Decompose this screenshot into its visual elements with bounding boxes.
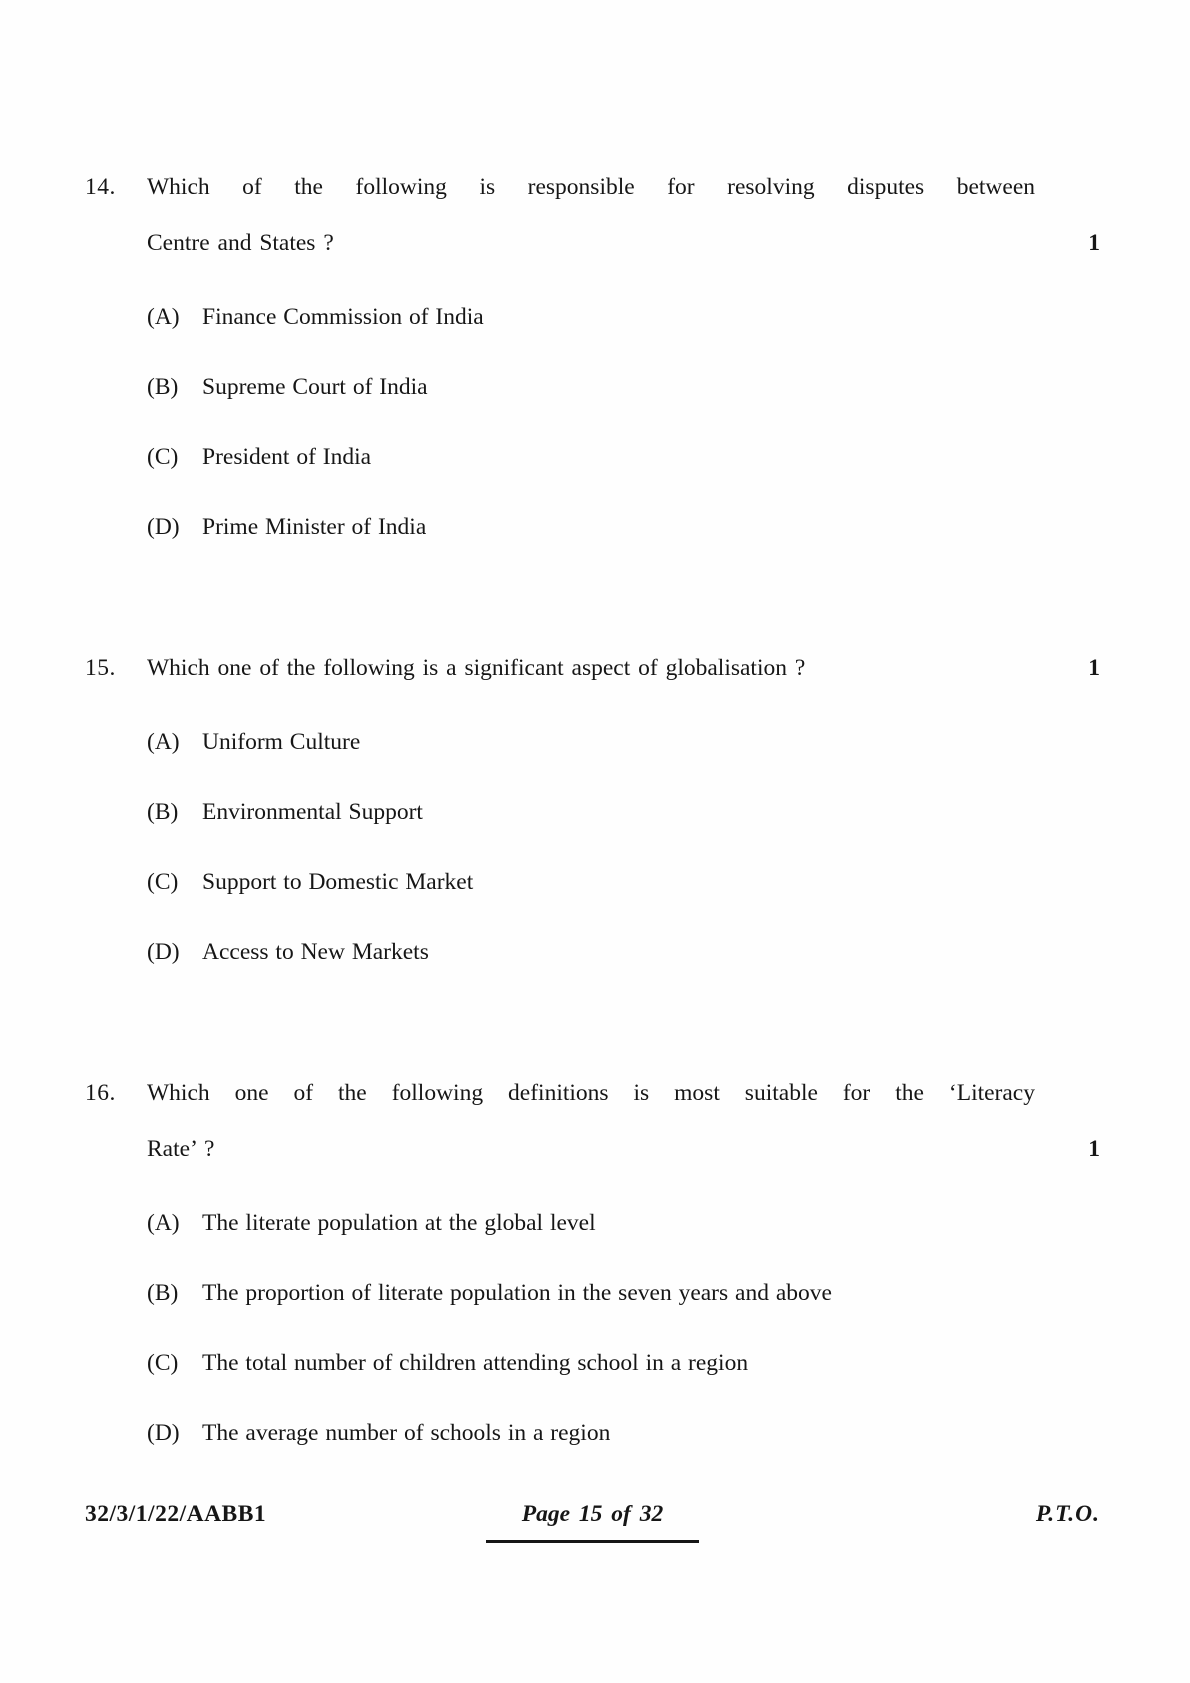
option-text: Environmental Support xyxy=(202,799,423,825)
option-letter: (C) xyxy=(147,1350,179,1376)
option-text: Support to Domestic Market xyxy=(202,869,474,895)
question-text-line: Which one of the following definitions is most suitable for the ‘Literacy xyxy=(147,1080,1035,1106)
option-letter: (C) xyxy=(147,869,179,895)
option-b xyxy=(147,1265,1100,1321)
page-indicator-wrap xyxy=(486,1492,700,1543)
question-number: 15. xyxy=(85,655,116,681)
option-d xyxy=(147,499,1100,555)
marks-value: 1 xyxy=(1088,655,1100,681)
paper-code: 32/3/1/22/AABB1 xyxy=(85,1501,267,1527)
pto-label: P.T.O. xyxy=(1035,1501,1100,1527)
option-text: Supreme Court of India xyxy=(202,374,428,400)
option-a xyxy=(147,289,1100,345)
question-16 xyxy=(85,1065,1100,1461)
option-letter: (A) xyxy=(147,304,180,330)
question-text xyxy=(147,159,1035,271)
marks-value: 1 xyxy=(1088,230,1100,256)
options-list xyxy=(147,1195,1100,1461)
question-15-header xyxy=(85,640,1100,696)
option-d xyxy=(147,1405,1100,1461)
option-letter: (D) xyxy=(147,939,180,965)
option-text: Access to New Markets xyxy=(202,939,429,965)
option-c xyxy=(147,429,1100,485)
option-letter: (A) xyxy=(147,1210,180,1236)
option-text: The average number of schools in a region xyxy=(202,1420,611,1446)
option-text: The total number of children attending school in a region xyxy=(202,1350,749,1376)
marks-value: 1 xyxy=(1088,1136,1100,1162)
option-text: The literate population at the global level xyxy=(202,1210,596,1236)
option-d xyxy=(147,924,1100,980)
questions-area xyxy=(85,159,1100,1461)
question-number: 16. xyxy=(85,1080,116,1106)
question-text xyxy=(147,640,1035,696)
option-text: Finance Commission of India xyxy=(202,304,484,330)
question-16-header xyxy=(85,1065,1100,1177)
option-b xyxy=(147,359,1100,415)
option-b xyxy=(147,784,1100,840)
option-letter: (B) xyxy=(147,799,179,825)
option-letter: (D) xyxy=(147,514,180,540)
option-letter: (B) xyxy=(147,374,179,400)
question-14-header xyxy=(85,159,1100,271)
option-letter: (B) xyxy=(147,1280,179,1306)
question-15 xyxy=(85,640,1100,980)
question-text xyxy=(147,1065,1035,1177)
page-footer xyxy=(85,1492,1100,1543)
option-letter: (A) xyxy=(147,729,180,755)
option-a xyxy=(147,1195,1100,1251)
option-letter: (C) xyxy=(147,444,179,470)
option-text: The proportion of literate population in the seven years and above xyxy=(202,1280,832,1306)
question-text-line: Which of the following is responsible for resolving disputes between xyxy=(147,174,1035,200)
options-list xyxy=(147,714,1100,980)
question-text-line: Centre and States ? xyxy=(147,230,334,256)
question-text-line: Which one of the following is a significant aspect of globalisation ? xyxy=(147,655,806,681)
option-text: Prime Minister of India xyxy=(202,514,427,540)
option-a xyxy=(147,714,1100,770)
option-text: President of India xyxy=(202,444,372,470)
question-text-line: Rate’ ? xyxy=(147,1136,215,1162)
question-14 xyxy=(85,159,1100,555)
page-indicator: Page 15 of 32 xyxy=(486,1492,700,1543)
option-c xyxy=(147,1335,1100,1391)
option-letter: (D) xyxy=(147,1420,180,1446)
question-number: 14. xyxy=(85,174,116,200)
option-text: Uniform Culture xyxy=(202,729,361,755)
options-list xyxy=(147,289,1100,555)
option-c xyxy=(147,854,1100,910)
